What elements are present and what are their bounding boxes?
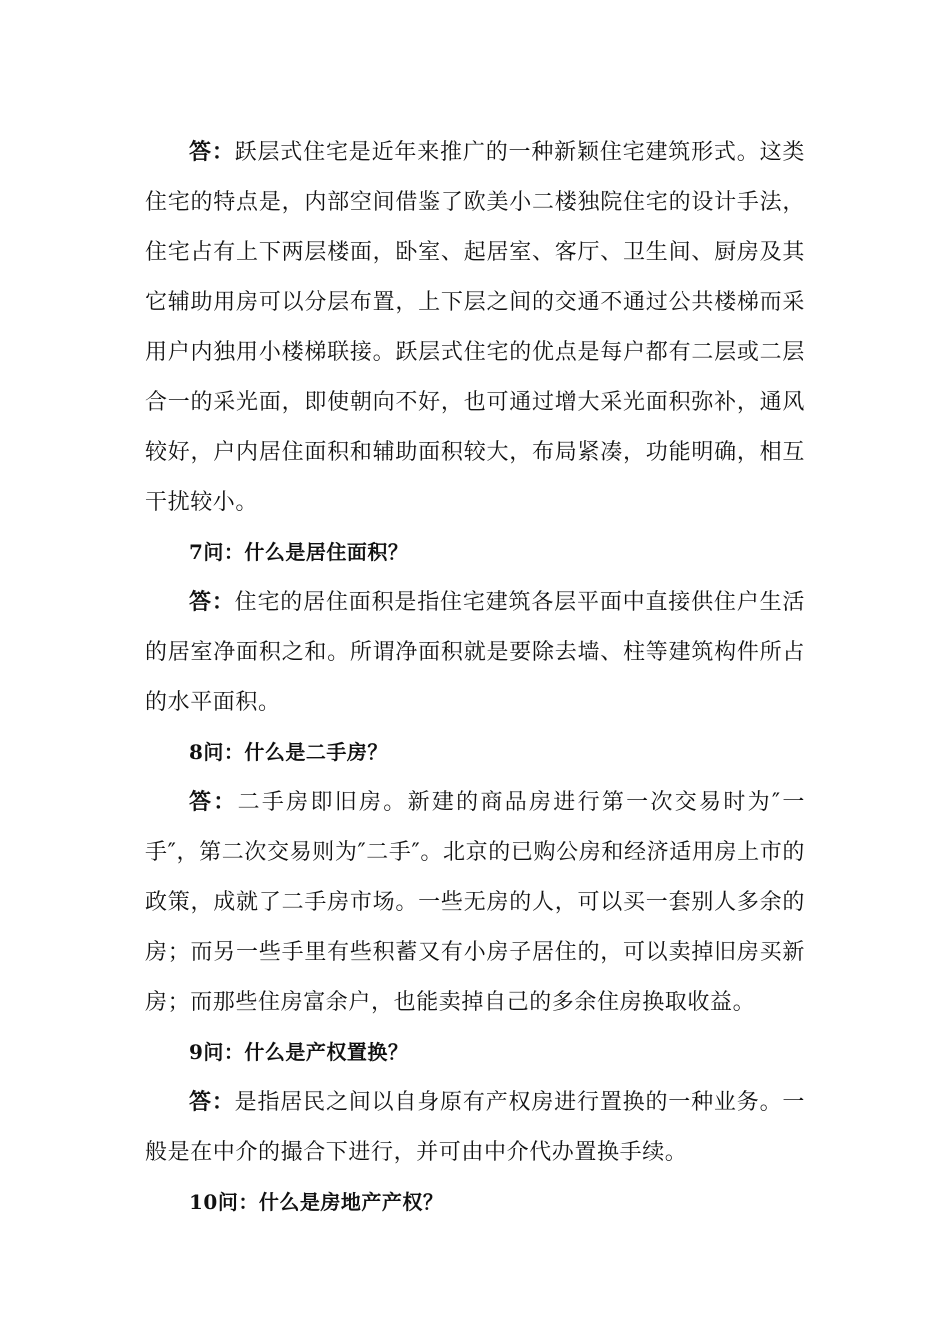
answer-paragraph-living-area xyxy=(145,577,805,728)
answer-text: 是指居民之间以自身原有产权房进行置换的一种业务。一般是在中介的撮合下进行，并可由中介代办置换手续。 xyxy=(145,1090,805,1165)
answer-text: 二手房即旧房。新建的商品房进行第一次交易时为″一手″，第二次交易则为″二手″。北京的已购公房和经济适用房上市的政策，成就了二手房市场。一些无房的人，可以买一套别人多余的房；而另一些手里有些积蓄又有小房子居住的，可以卖掉旧房买新房；而那些住房富余户，也能卖掉自己的多余住房换取收益。 xyxy=(145,790,805,1015)
question-9-heading: 9问：什么是产权置换？ xyxy=(189,1040,409,1064)
question-10-heading: 10问：什么是房地产产权？ xyxy=(189,1190,444,1214)
answer-paragraph-duplex-housing xyxy=(145,127,805,528)
answer-label: 答： xyxy=(189,789,238,815)
answer-label: 答： xyxy=(189,1089,235,1115)
answer-paragraph-second-hand-house xyxy=(145,777,805,1028)
answer-label: 答： xyxy=(189,139,235,165)
answer-text: 住宅的居住面积是指住宅建筑各层平面中直接供住户生活的居室净面积之和。所谓净面积就是要除去墙、柱等建筑构件所占的水平面积。 xyxy=(145,590,805,715)
answer-paragraph-property-exchange xyxy=(145,1077,805,1178)
answer-label: 答： xyxy=(189,589,235,615)
question-8-heading: 8问：什么是二手房？ xyxy=(189,740,388,764)
answer-text: 跃层式住宅是近年来推广的一种新颖住宅建筑形式。这类住宅的特点是，内部空间借鉴了欧美小二楼独院住宅的设计手法，住宅占有上下两层楼面，卧室、起居室、客厅、卫生间、厨房及其它辅助用房可以分层布置，上下层之间的交通不通过公共楼梯而采用户内独用小楼梯联接。跃层式住宅的优点是每户都有二层或二层合一的采光面，即使朝向不好，也可通过增大采光面积弥补，通风较好，户内居住面积和辅助面积较大，布局紧凑，功能明确，相互干扰较小。 xyxy=(145,140,805,515)
question-7-heading: 7问：什么是居住面积？ xyxy=(189,540,409,564)
